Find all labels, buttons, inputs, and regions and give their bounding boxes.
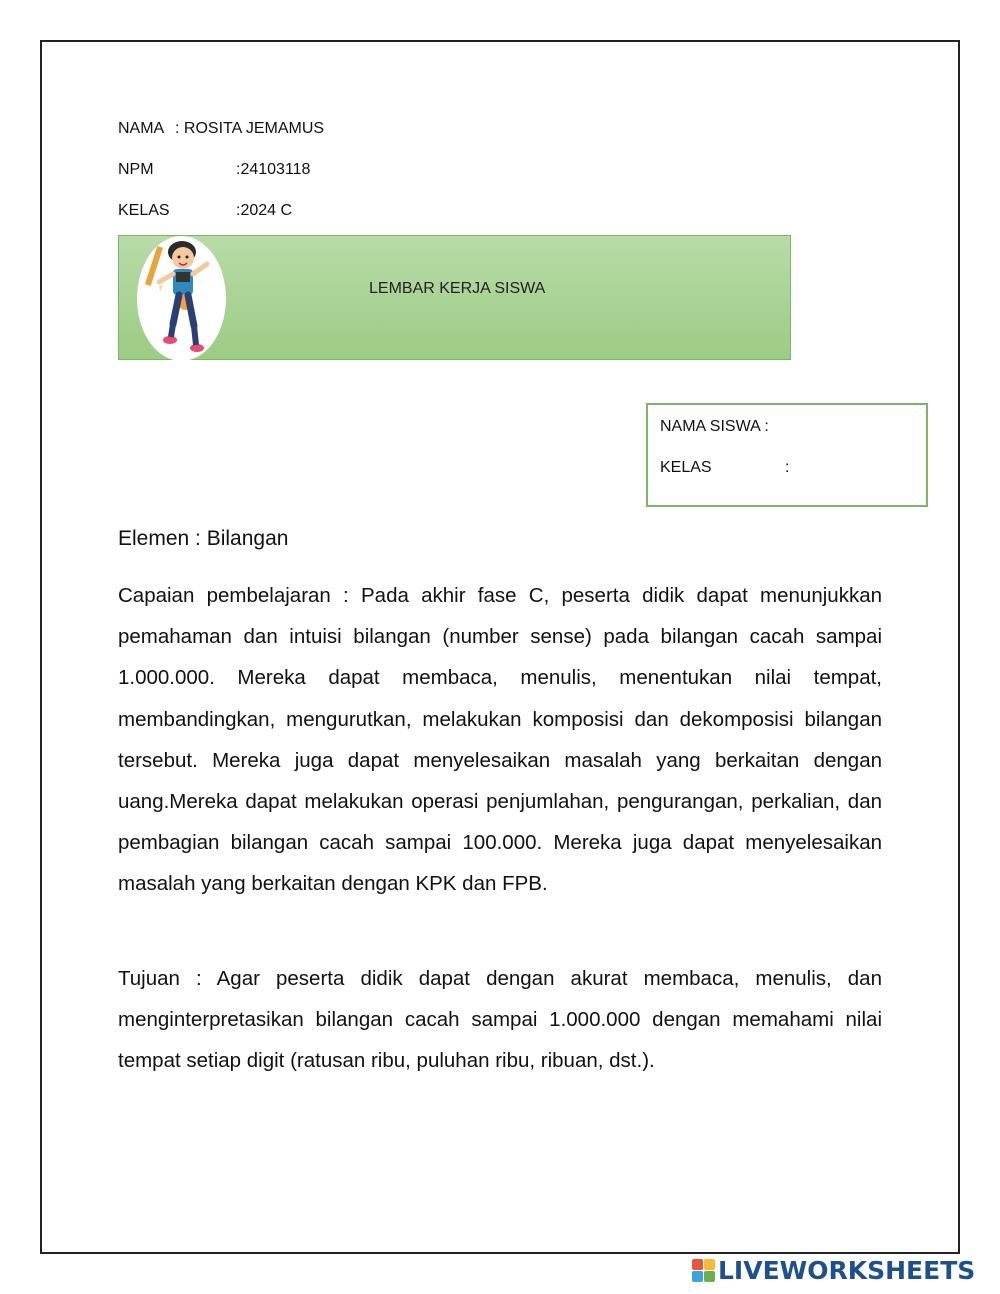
logo-text: LIVEWORKSHEETS bbox=[718, 1255, 976, 1285]
liveworksheets-logo bbox=[692, 1256, 975, 1284]
logo-square bbox=[704, 1259, 715, 1270]
capaian-paragraph: Capaian pembelajaran : Pada akhir fase C, peserta didik dapat menunjukkan pemahaman dan intuisi bilangan (number sense) pada bilangan cacah sampai 1.000.000. Mereka dapat membaca, menulis, menentukan nilai tempat, membandingkan, mengurutkan, melakukan komposisi dan dekomposisi bilangan tersebut. Mereka juga dapat menyelesaikan masalah yang berkaitan dengan uang.Mereka dapat melakukan operasi penjumlahan, pengurangan, perkalian, dan pembagian bilangan cacah sampai 100.000. Mereka juga dapat menyelesaikan masalah yang berkaitan dengan KPK dan FPB. bbox=[118, 584, 882, 896]
kelas-value: :2024 C bbox=[236, 202, 293, 219]
nama-value: : ROSITA JEMAMUS bbox=[175, 120, 325, 137]
tujuan-paragraph: Tujuan : Agar peserta didik dapat dengan akurat membaca, menulis, dan menginterpretasikan bilangan cacah sampai 1.000.000 dengan memahami nilai tempat setiap digit (ratusan ribu, puluhan ribu, ribuan, dst.). bbox=[118, 967, 882, 1073]
worksheet-banner bbox=[118, 235, 791, 360]
logo-square bbox=[704, 1271, 715, 1282]
kelas-line bbox=[118, 202, 293, 220]
logo-square bbox=[692, 1271, 703, 1282]
student-kelas-label: KELAS bbox=[660, 459, 712, 476]
npm-value: :24103118 bbox=[236, 161, 311, 178]
nama-label: NAMA bbox=[118, 120, 165, 137]
cartoon-boy-illustration bbox=[137, 236, 226, 361]
npm-line bbox=[118, 161, 311, 179]
nama-siswa-row bbox=[660, 418, 769, 436]
kelas-label: KELAS bbox=[118, 202, 170, 219]
element-heading: Elemen : Bilangan bbox=[118, 527, 289, 550]
nama-siswa-label: NAMA SISWA : bbox=[660, 418, 769, 435]
logo-square bbox=[692, 1259, 703, 1270]
logo-squares-icon bbox=[692, 1259, 715, 1282]
student-info-box bbox=[646, 403, 928, 507]
student-kelas-colon: : bbox=[785, 459, 790, 476]
nama-line bbox=[118, 120, 325, 138]
banner-title: LEMBAR KERJA SISWA bbox=[369, 280, 546, 297]
npm-label: NPM bbox=[118, 161, 154, 178]
illustration-frame bbox=[137, 236, 226, 361]
student-kelas-row bbox=[660, 459, 790, 477]
